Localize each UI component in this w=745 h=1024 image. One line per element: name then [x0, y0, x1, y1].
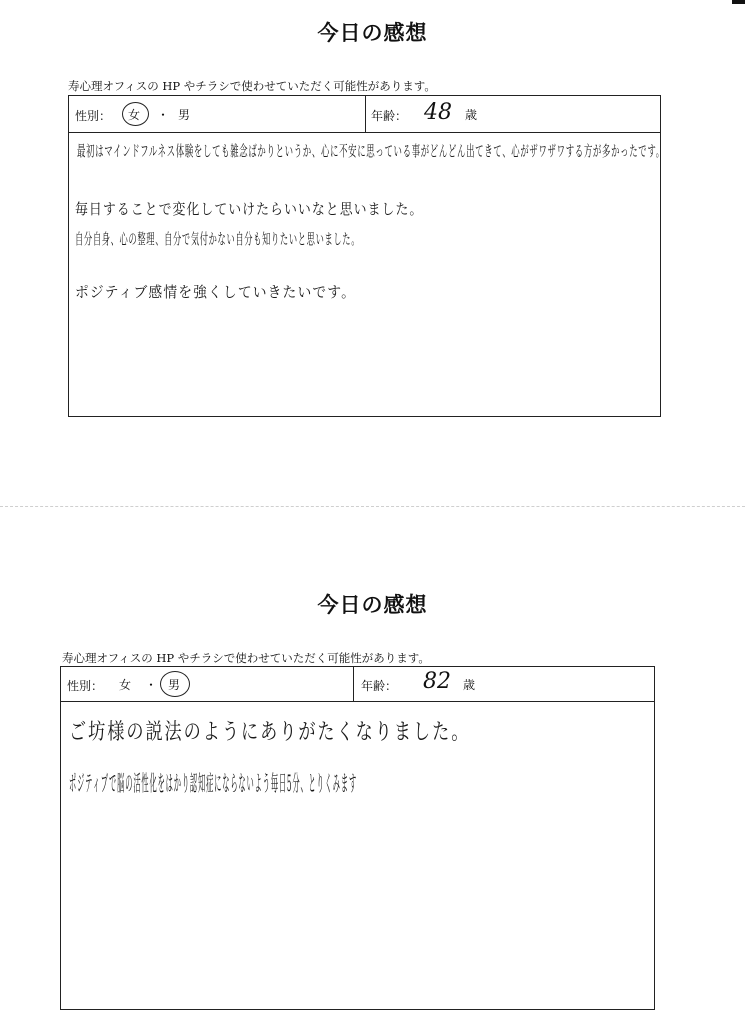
gender-separator: ・ — [157, 108, 170, 122]
column-divider — [353, 667, 354, 701]
age-value: 82 — [423, 669, 451, 694]
gender-separator: ・ — [145, 678, 158, 692]
age-value: 48 — [424, 100, 452, 125]
gender-option-male: 男 — [178, 108, 191, 122]
comment-line: ポジティブ感情を強くしていきたいです。 — [75, 283, 356, 301]
age-unit: 歳 — [463, 678, 476, 692]
feedback-form-2 — [0, 520, 745, 1020]
gender-label: 性別： — [75, 109, 112, 123]
usage-notice: 寿心理オフィスの HP やチラシで使わせていただく可能性があります。 — [62, 651, 430, 665]
comment-line: ご坊様の説法のようにありがたくなりました。 — [69, 720, 471, 745]
form-title: 今日の感想 — [317, 593, 428, 617]
age-label: 年齢： — [371, 109, 408, 123]
form-table — [68, 95, 665, 417]
header-row — [61, 667, 654, 702]
feedback-form-1 — [0, 0, 745, 500]
comment-line: ポジティブで脳の活性化をはかり認知症にならないよう毎日5分、とりくみます — [69, 772, 358, 797]
form-title: 今日の感想 — [317, 21, 428, 45]
header-row — [69, 96, 660, 133]
column-divider — [365, 96, 366, 132]
gender-option-male: 男 — [168, 678, 181, 692]
age-unit: 歳 — [465, 108, 478, 122]
comment-line: 毎日することで変化していけたらいいなと思いました。 — [75, 200, 424, 218]
usage-notice: 寿心理オフィスの HP やチラシで使わせていただく可能性があります。 — [68, 79, 436, 93]
gender-option-female: 女 — [119, 678, 132, 692]
comment-line: 最初はマインドフルネス体験をしても雑念ばかりというか、心に不安に思っている事がどんどん出てきて、心がザワザワする方が多かったです。 — [77, 142, 665, 160]
form-table — [60, 666, 655, 1010]
gender-option-female: 女 — [128, 108, 141, 122]
age-label: 年齢： — [361, 679, 398, 693]
comment-line: 自分自身、心の整理、自分で気付かない自分も知りたいと思いました。 — [75, 230, 361, 248]
page-divider — [0, 506, 745, 507]
gender-label: 性別： — [67, 679, 104, 693]
